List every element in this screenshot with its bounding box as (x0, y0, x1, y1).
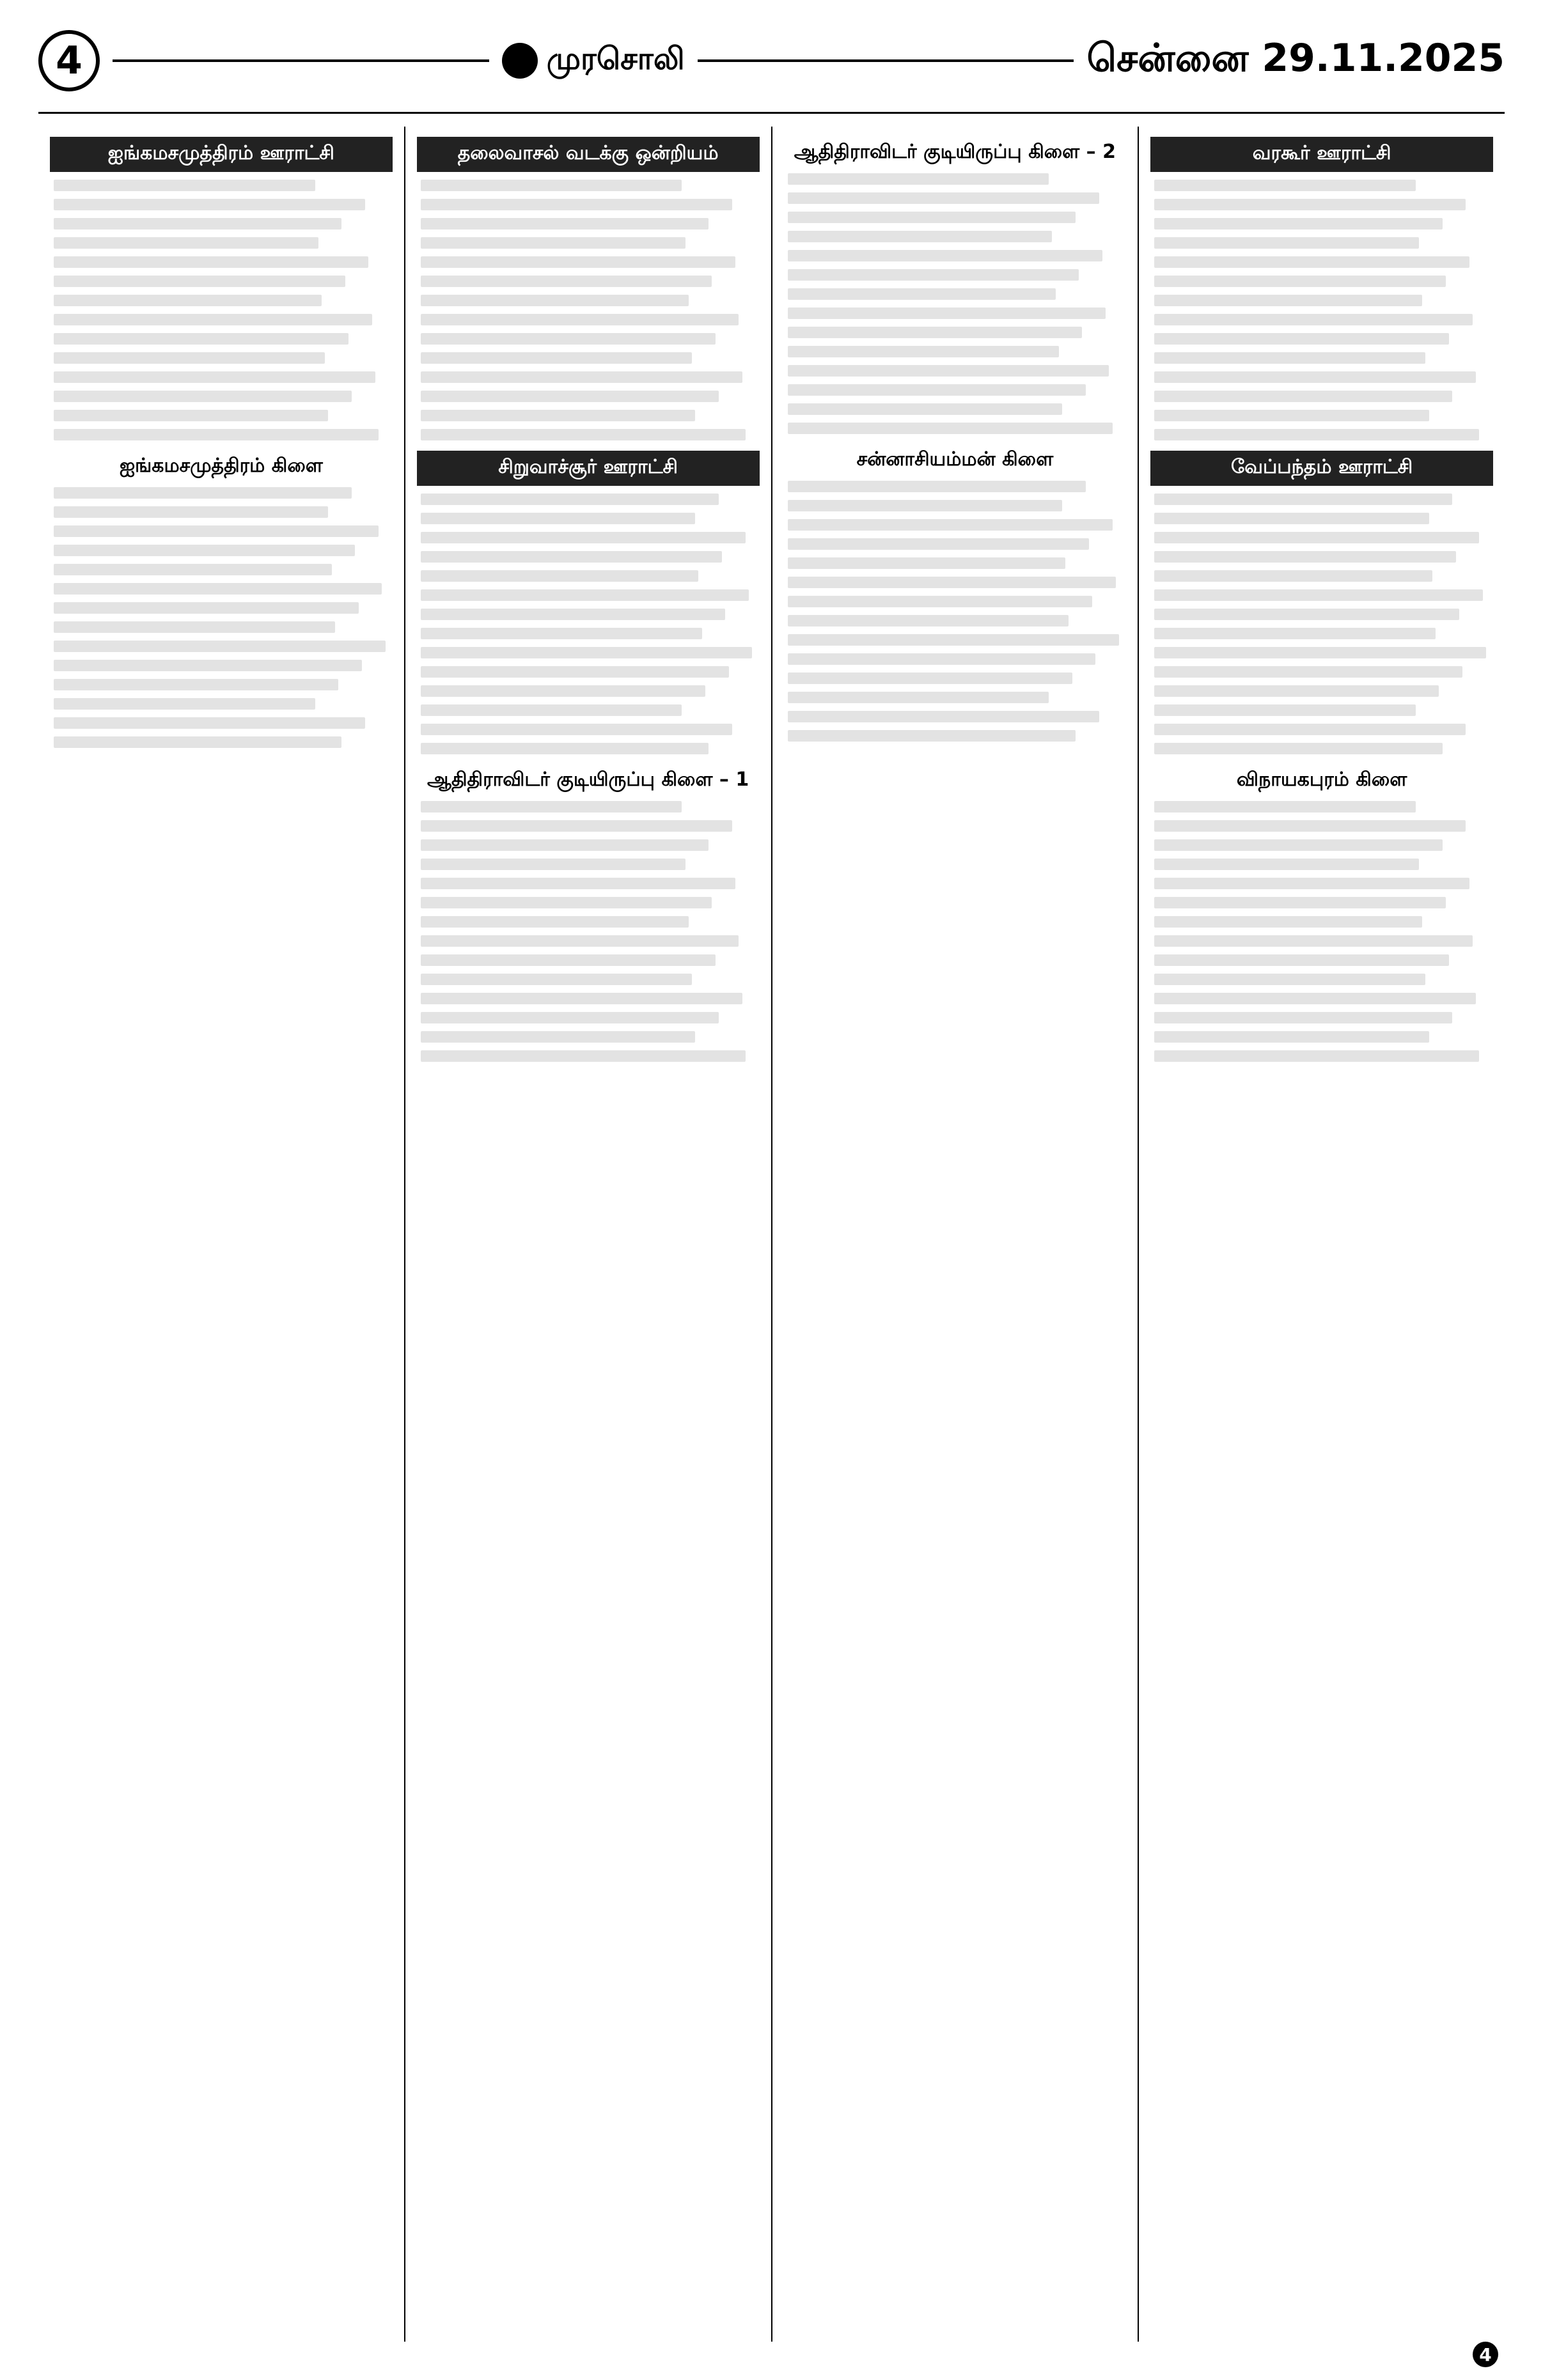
body-text-placeholder (54, 487, 389, 748)
columns (38, 127, 1505, 2342)
body-text-placeholder (54, 180, 389, 440)
section-band-heading: தலைவாசல் வடக்கு ஒன்றியம் (417, 137, 760, 172)
masthead (38, 26, 1505, 96)
body-text-placeholder (421, 801, 756, 1062)
body-text-placeholder (788, 481, 1123, 742)
column-4 (1139, 127, 1505, 2342)
section-heading: ஆதிதிராவிடர் குடியிருப்பு கிளை – 1 (427, 768, 749, 791)
logo-icon (502, 43, 538, 79)
body-text-placeholder (788, 173, 1123, 434)
section-heading: ஐங்கமசமுத்திரம் கிளை (119, 455, 323, 477)
publication-name: முரசொலி (502, 41, 685, 81)
column-1 (38, 127, 405, 2342)
body-text-placeholder (1154, 494, 1489, 754)
section-band-heading: வேப்பந்தம் ஊராட்சி (1150, 451, 1493, 486)
dateline: சென்னை 29.11.2025 (1086, 36, 1505, 81)
section-heading: ஆதிதிராவிடர் குடியிருப்பு கிளை – 2 (794, 141, 1116, 163)
section-band-heading: வரகூர் ஊராட்சி (1150, 137, 1493, 172)
page-number-badge (38, 30, 100, 91)
footer-page-number: 4 (1473, 2342, 1498, 2367)
page-number: 4 (56, 38, 82, 83)
body-text-placeholder (421, 494, 756, 754)
page-body (38, 112, 1505, 2342)
masthead-rule (698, 59, 1074, 62)
column-3 (772, 127, 1140, 2342)
body-text-placeholder (1154, 180, 1489, 440)
body-text-placeholder (1154, 801, 1489, 1062)
section-heading: விநாயகபுரம் கிளை (1236, 768, 1407, 791)
masthead-rule (113, 59, 489, 62)
body-text-placeholder (421, 180, 756, 440)
section-heading: சன்னாசியம்மன் கிளை (856, 448, 1054, 471)
column-2 (405, 127, 772, 2342)
section-band-heading: சிறுவாச்சூர் ஊராட்சி (417, 451, 760, 486)
section-band-heading: ஐங்கமசமுத்திரம் ஊராட்சி (50, 137, 393, 172)
